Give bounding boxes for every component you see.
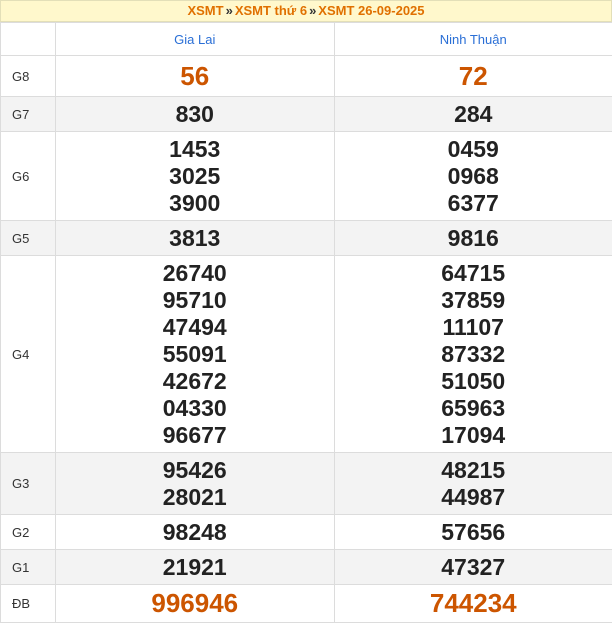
prize-number[interactable]: 1453 bbox=[169, 135, 221, 162]
prize-number[interactable]: 0459 bbox=[447, 135, 499, 162]
prize-number[interactable]: 3025 bbox=[169, 162, 221, 189]
prize-cell bbox=[56, 97, 335, 132]
prize-number[interactable]: 98248 bbox=[162, 518, 227, 545]
prize-cell bbox=[56, 585, 335, 623]
prize-number[interactable]: 21921 bbox=[162, 553, 227, 580]
province-header-row bbox=[1, 23, 612, 56]
prize-label: G1 bbox=[1, 550, 56, 585]
prize-label: G2 bbox=[1, 515, 56, 550]
prize-number[interactable]: 64715 bbox=[441, 259, 506, 286]
prize-number[interactable]: 6377 bbox=[447, 189, 499, 216]
prize-cell bbox=[56, 256, 335, 453]
prize-row bbox=[1, 453, 612, 515]
prize-number[interactable]: 0968 bbox=[447, 162, 499, 189]
prize-row bbox=[1, 221, 612, 256]
prize-cell bbox=[56, 221, 335, 256]
prize-number[interactable]: 830 bbox=[175, 100, 214, 127]
prize-cell bbox=[334, 56, 612, 97]
prize-cell bbox=[56, 550, 335, 585]
prize-number[interactable]: 37859 bbox=[441, 286, 506, 313]
prize-number[interactable]: 87332 bbox=[441, 340, 506, 367]
prize-number[interactable]: 3813 bbox=[169, 224, 221, 251]
prize-row bbox=[1, 132, 612, 221]
prize-label: G4 bbox=[1, 256, 56, 453]
prize-number[interactable]: 44987 bbox=[441, 483, 506, 510]
prize-number[interactable]: 55091 bbox=[162, 340, 227, 367]
prize-number[interactable]: 51050 bbox=[441, 367, 506, 394]
breadcrumb-link-xsmt-thu-6[interactable]: XSMT thứ 6 bbox=[234, 3, 308, 18]
prize-number[interactable]: 28021 bbox=[162, 483, 227, 510]
breadcrumb-link-xsmt[interactable]: XSMT bbox=[187, 3, 224, 18]
prize-number[interactable]: 47494 bbox=[162, 313, 227, 340]
prize-number[interactable]: 744234 bbox=[429, 588, 517, 618]
prize-rows bbox=[1, 56, 612, 623]
prize-number[interactable]: 56 bbox=[180, 60, 210, 91]
prize-cell bbox=[56, 56, 335, 97]
prize-number[interactable]: 42672 bbox=[162, 367, 227, 394]
prize-row bbox=[1, 550, 612, 585]
province-header-gia-lai[interactable]: Gia Lai bbox=[56, 23, 335, 56]
prize-number[interactable]: 65963 bbox=[441, 394, 506, 421]
prize-label: ĐB bbox=[1, 585, 56, 623]
prize-cell bbox=[56, 453, 335, 515]
prize-number[interactable]: 47327 bbox=[441, 553, 506, 580]
prize-cell bbox=[56, 132, 335, 221]
prize-number[interactable]: 95426 bbox=[162, 456, 227, 483]
breadcrumb-separator: » bbox=[225, 3, 233, 18]
prize-number[interactable]: 996946 bbox=[151, 588, 239, 618]
prize-label: G5 bbox=[1, 221, 56, 256]
prize-cell bbox=[334, 132, 612, 221]
prize-row bbox=[1, 585, 612, 623]
prize-row bbox=[1, 515, 612, 550]
prize-number[interactable]: 72 bbox=[458, 60, 488, 91]
prize-row bbox=[1, 56, 612, 97]
breadcrumb-separator: » bbox=[309, 3, 317, 18]
prize-cell bbox=[334, 221, 612, 256]
prize-label: G3 bbox=[1, 453, 56, 515]
prize-cell bbox=[334, 97, 612, 132]
prize-cell bbox=[56, 515, 335, 550]
prize-label: G6 bbox=[1, 132, 56, 221]
prize-number[interactable]: 57656 bbox=[441, 518, 506, 545]
prize-number[interactable]: 48215 bbox=[441, 456, 506, 483]
province-header-ninh-thuan[interactable]: Ninh Thuận bbox=[334, 23, 612, 56]
prize-number[interactable]: 9816 bbox=[447, 224, 499, 251]
prize-cell bbox=[334, 515, 612, 550]
prize-number[interactable]: 26740 bbox=[162, 259, 227, 286]
prize-number[interactable]: 95710 bbox=[162, 286, 227, 313]
corner-cell bbox=[1, 23, 56, 56]
prize-number[interactable]: 3900 bbox=[169, 189, 221, 216]
results-table bbox=[0, 22, 612, 623]
prize-cell bbox=[334, 585, 612, 623]
prize-cell bbox=[334, 453, 612, 515]
breadcrumb-link-xsmt-date[interactable]: XSMT 26-09-2025 bbox=[318, 3, 425, 18]
prize-number[interactable]: 17094 bbox=[441, 421, 506, 448]
prize-row bbox=[1, 97, 612, 132]
prize-number[interactable]: 96677 bbox=[162, 421, 227, 448]
prize-row bbox=[1, 256, 612, 453]
prize-number[interactable]: 11107 bbox=[442, 313, 504, 340]
breadcrumb bbox=[0, 0, 612, 22]
prize-label: G8 bbox=[1, 56, 56, 97]
prize-cell bbox=[334, 256, 612, 453]
prize-label: G7 bbox=[1, 97, 56, 132]
prize-cell bbox=[334, 550, 612, 585]
prize-number[interactable]: 04330 bbox=[162, 394, 227, 421]
prize-number[interactable]: 284 bbox=[454, 100, 493, 127]
